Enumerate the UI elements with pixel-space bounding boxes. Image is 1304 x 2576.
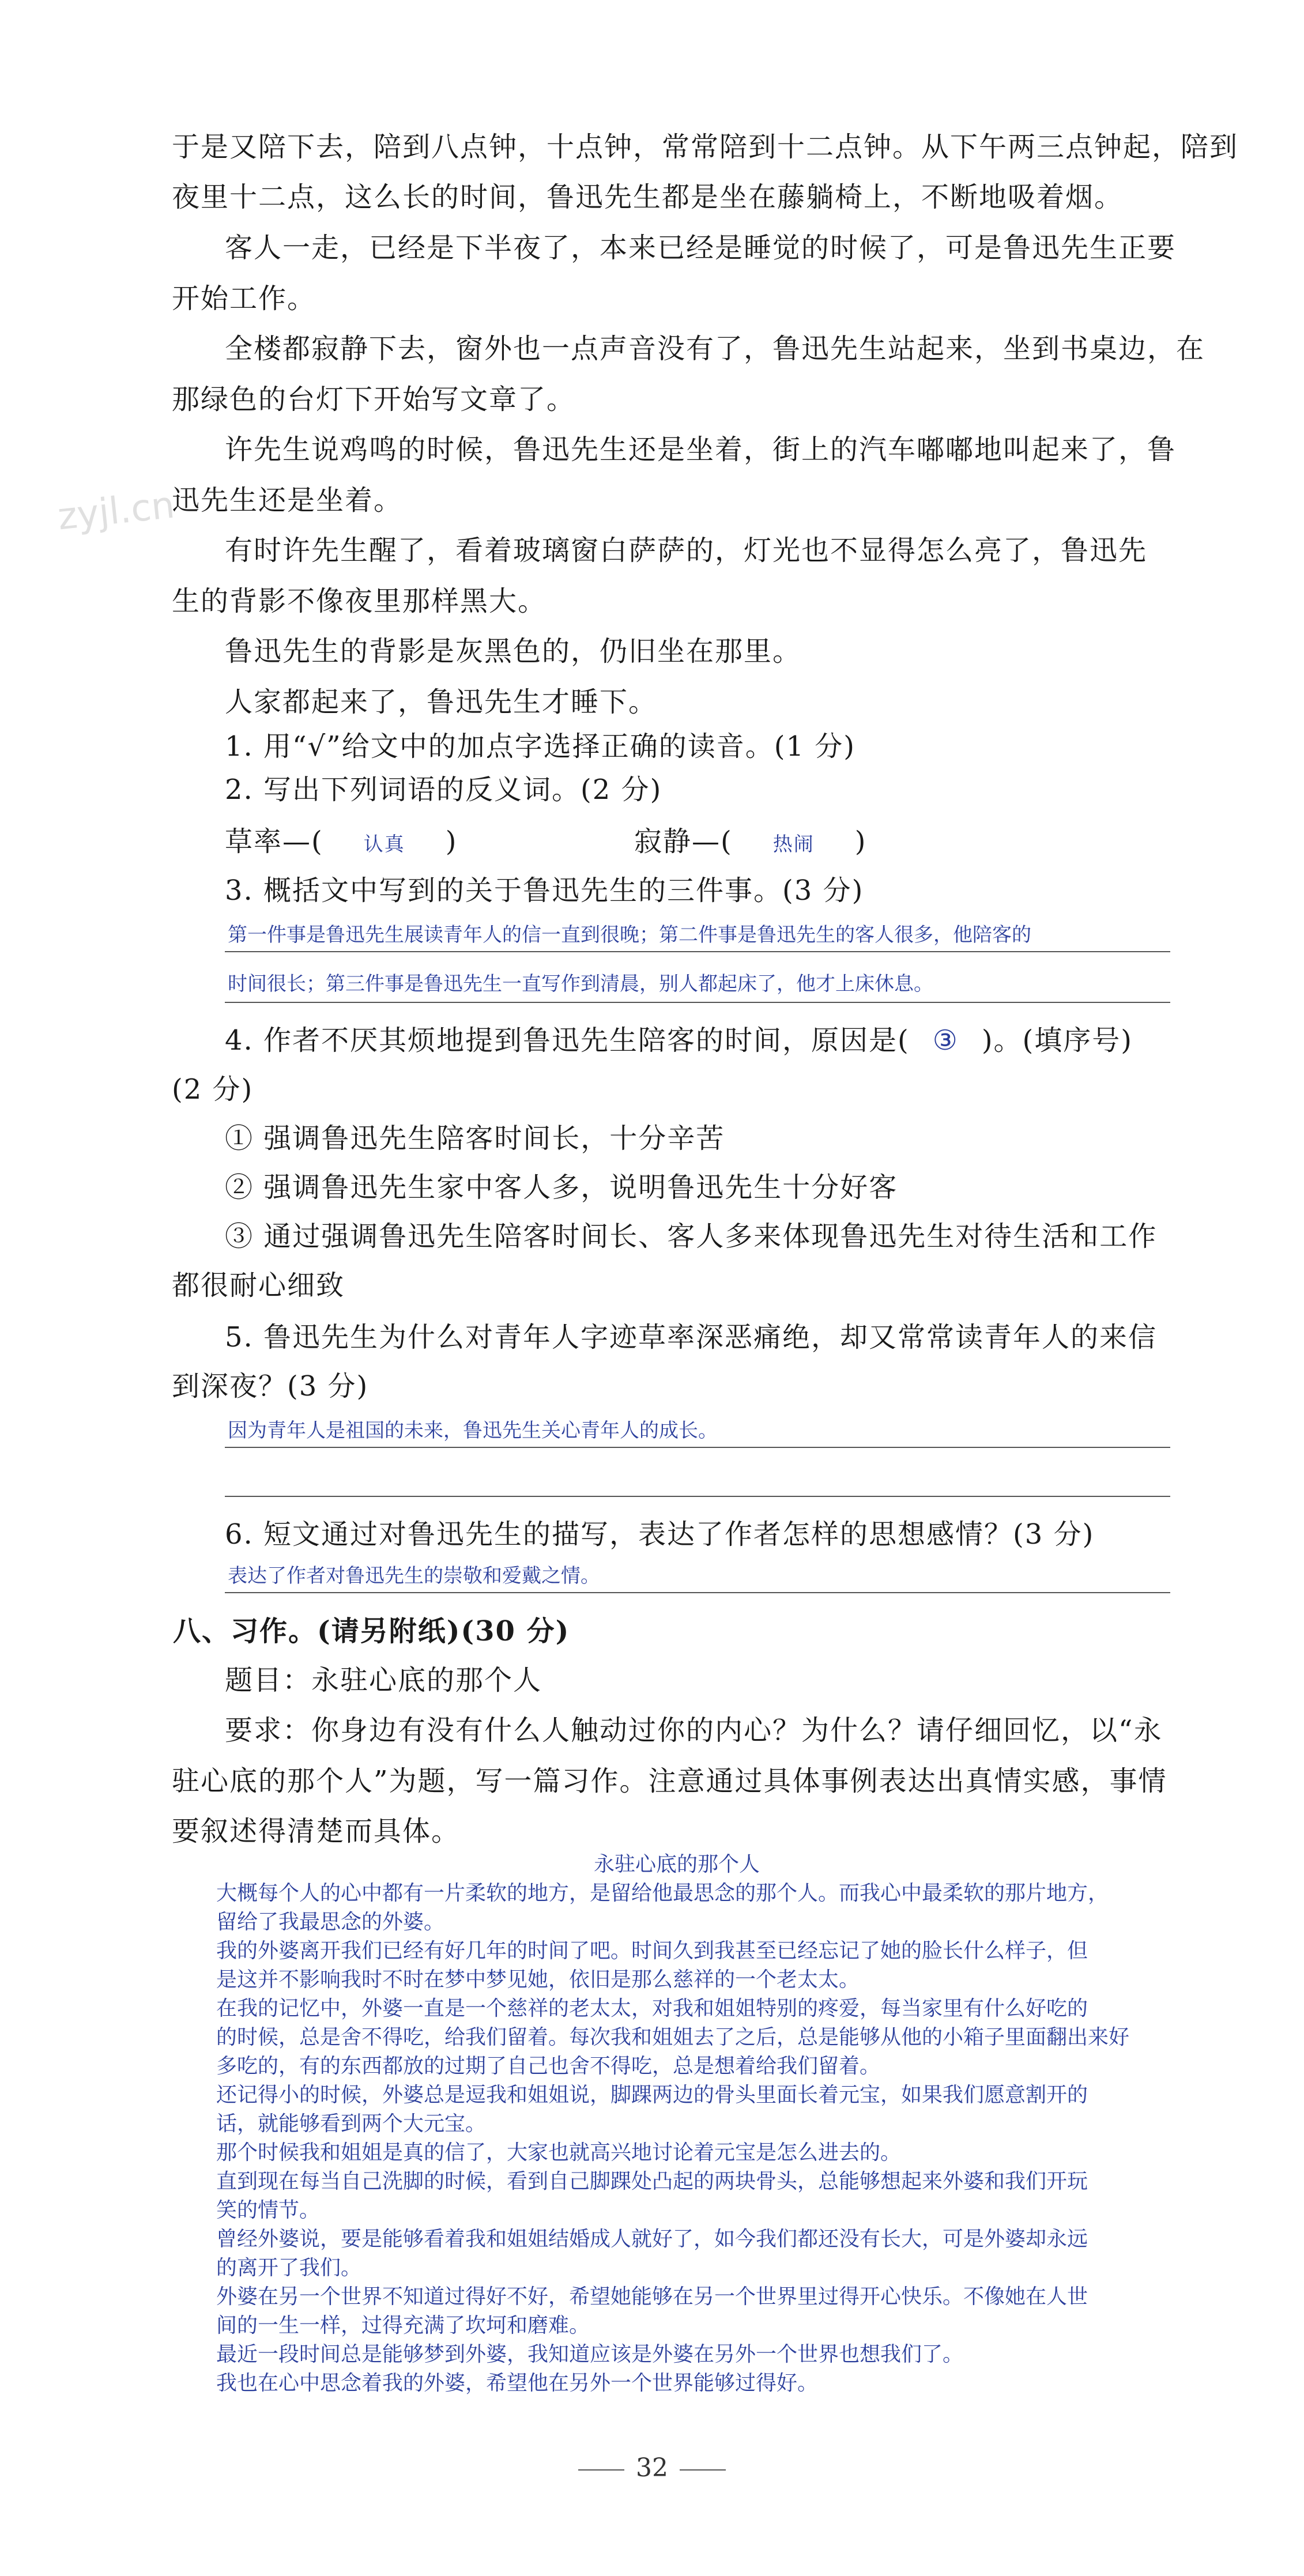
- passage-line: 客人一走，已经是下半夜了，本来已经是睡觉的时候了，可是鲁迅先生正要: [225, 232, 1177, 264]
- page-number-dash: [680, 2469, 726, 2471]
- passage-line: 那绿色的台灯下开始写文章了。: [172, 383, 576, 416]
- essay-topic: 题目：永驻心底的那个人: [225, 1664, 542, 1696]
- essay-line: 我也在心中思念着我的外婆，希望他在另外一个世界能够过得好。: [216, 2371, 819, 2395]
- q2b-prefix: 寂静—(: [634, 825, 733, 858]
- essay-line: 多吃的，有的东西都放的过期了自己也舍不得吃，总是想着给我们留着。: [216, 2054, 881, 2078]
- essay-line: 留给了我最思念的外婆。: [216, 1910, 445, 1934]
- essay-requirement: 要叙述得清楚而具体。: [172, 1815, 461, 1847]
- essay-line: 间的一生一样，过得充满了坎坷和磨难。: [216, 2314, 590, 2337]
- essay-requirement: 驻心底的那个人”为题，写一篇习作。注意通过具体事例表达出真情实感，事情: [172, 1765, 1167, 1797]
- passage-line: 生的背影不像夜里那样黑大。: [172, 585, 547, 617]
- q4-option-3: ③ 通过强调鲁迅先生陪客时间长、客人多来体现鲁迅先生对待生活和工作: [225, 1220, 1158, 1253]
- q6-answer: 表达了作者对鲁迅先生的崇敬和爱戴之情。: [228, 1564, 600, 1587]
- q3-answer-line-2: 时间很长；第三件事是鲁迅先生一直写作到清晨，别人都起床了，他才上床休息。: [228, 972, 933, 995]
- q2b-close: ): [854, 825, 867, 858]
- essay-requirement: 要求：你身边有没有什么人触动过你的内心？为什么？请仔细回忆，以“永: [225, 1714, 1163, 1747]
- answer-rule: [225, 951, 1170, 952]
- essay-line: 外婆在另一个世界不知道过得好不好，希望她能够在另一个世界里过得开心快乐。不像她在人世: [216, 2285, 1088, 2309]
- q4-option-3-cont: 都很耐心细致: [172, 1269, 345, 1302]
- question-6: 6. 短文通过对鲁迅先生的描写，表达了作者怎样的思想感情？(3 分): [225, 1518, 1095, 1551]
- answer-rule: [225, 1496, 1170, 1497]
- essay-line: 是这并不影响我时不时在梦中梦见她，依旧是那么慈祥的一个老太太。: [216, 1968, 860, 1992]
- essay-title: 永驻心底的那个人: [594, 1853, 760, 1876]
- passage-line: 开始工作。: [172, 282, 316, 315]
- q4-option-1: ① 强调鲁迅先生陪客时间长，十分辛苦: [225, 1122, 725, 1155]
- answer-rule: [225, 1592, 1170, 1593]
- page-number-dash: [578, 2469, 624, 2471]
- question-3: 3. 概括文中写到的关于鲁迅先生的三件事。(3 分): [225, 874, 864, 907]
- essay-line: 我的外婆离开我们已经有好几年的时间了吧。时间久到我甚至已经忘记了她的脸长什么样子，但: [216, 1939, 1088, 1963]
- essay-line: 那个时候我和姐姐是真的信了，大家也就高兴地讨论着元宝是怎么进去的。: [216, 2141, 902, 2164]
- q4-text-a: 4. 作者不厌其烦地提到鲁迅先生陪客的时间，原因是(: [225, 1024, 910, 1057]
- passage-line: 迅先生还是坐着。: [172, 484, 403, 516]
- q4-score: (2 分): [172, 1073, 254, 1106]
- question-5-cont: 到深夜？(3 分): [172, 1370, 369, 1402]
- q2a-answer: 认真: [363, 833, 405, 856]
- passage-line: 鲁迅先生的背影是灰黑色的，仍旧坐在那里。: [225, 635, 802, 667]
- passage-line: 全楼都寂静下去，窗外也一点声音没有了，鲁迅先生站起来，坐到书桌边，在: [225, 333, 1205, 365]
- q5-answer: 因为青年人是祖国的未来，鲁迅先生关心青年人的成长。: [228, 1419, 718, 1442]
- essay-line: 话，就能够看到两个大元宝。: [216, 2112, 487, 2136]
- section-8-heading: 八、习作。(请另附纸)(30 分): [173, 1615, 570, 1647]
- watermark: zyjl.cn: [55, 484, 177, 539]
- q2b-answer: 热闹: [772, 833, 815, 856]
- page-number-value: 32: [636, 2453, 668, 2483]
- question-4: [225, 1023, 1133, 1058]
- q4-text-b: )。(填序号): [981, 1024, 1133, 1057]
- essay-line: 笑的情节。: [216, 2198, 321, 2222]
- passage-line: 于是又陪下去，陪到八点钟，十点钟，常常陪到十二点钟。从下午两三点钟起，陪到: [172, 131, 1239, 163]
- essay-line: 的时候，总是舍不得吃，给我们留着。每次我和姐姐去了之后，总是能够从他的小箱子里面翻出来好: [216, 2026, 1130, 2049]
- essay-line: 在我的记忆中，外婆一直是一个慈祥的老太太，对我和姐姐特别的疼爱，每当家里有什么好吃的: [216, 1997, 1088, 2020]
- essay-line: 还记得小的时候，外婆总是逗我和姐姐说，脚踝两边的骨头里面长着元宝，如果我们愿意割开的: [216, 2083, 1088, 2107]
- essay-line: 大概每个人的心中都有一片柔软的地方，是留给他最思念的那个人。而我心中最柔软的那片地方，: [216, 1881, 1109, 1905]
- essay-line: 的离开了我们。: [216, 2256, 362, 2280]
- answer-rule: [225, 1447, 1170, 1448]
- question-2: 2. 写出下列词语的反义词。(2 分): [225, 774, 662, 806]
- passage-line: 许先生说鸡鸣的时候，鲁迅先生还是坐着，街上的汽车嘟嘟地叫起来了，鲁: [225, 433, 1177, 466]
- q2a-close: ): [445, 825, 458, 858]
- essay-line: 曾经外婆说，要是能够看着我和姐姐结婚成人就好了，如今我们都还没有长大，可是外婆却永远: [216, 2227, 1088, 2251]
- q2-item-b: [634, 824, 866, 862]
- passage-line: 人家都起来了，鲁迅先生才睡下。: [225, 686, 658, 718]
- question-5: 5. 鲁迅先生为什么对青年人字迹草率深恶痛绝，却又常常读青年人的来信: [225, 1321, 1158, 1353]
- q2a-prefix: 草率—(: [225, 825, 323, 858]
- question-1: 1. 用“√”给文中的加点字选择正确的读音。(1 分): [225, 730, 855, 763]
- q4-answer: ③: [932, 1024, 959, 1057]
- essay-line: 直到现在每当自己洗脚的时候，看到自己脚踝处凸起的两块骨头，总能够想起来外婆和我们开玩: [216, 2170, 1088, 2193]
- q4-option-2: ② 强调鲁迅先生家中客人多，说明鲁迅先生十分好客: [225, 1171, 898, 1204]
- q2-item-a: [225, 824, 457, 862]
- q3-answer-line-1: 第一件事是鲁迅先生展读青年人的信一直到很晚；第二件事是鲁迅先生的客人很多，他陪客的: [228, 923, 1031, 946]
- passage-line: 夜里十二点，这么长的时间，鲁迅先生都是坐在藤躺椅上，不断地吸着烟。: [172, 181, 1124, 213]
- passage-line: 有时许先生醒了，看着玻璃窗白萨萨的，灯光也不显得怎么亮了，鲁迅先: [225, 534, 1148, 567]
- answer-rule: [225, 1002, 1170, 1003]
- page-number: [0, 2453, 1304, 2483]
- essay-line: 最近一段时间总是能够梦到外婆，我知道应该是外婆在另外一个世界也想我们了。: [216, 2343, 964, 2366]
